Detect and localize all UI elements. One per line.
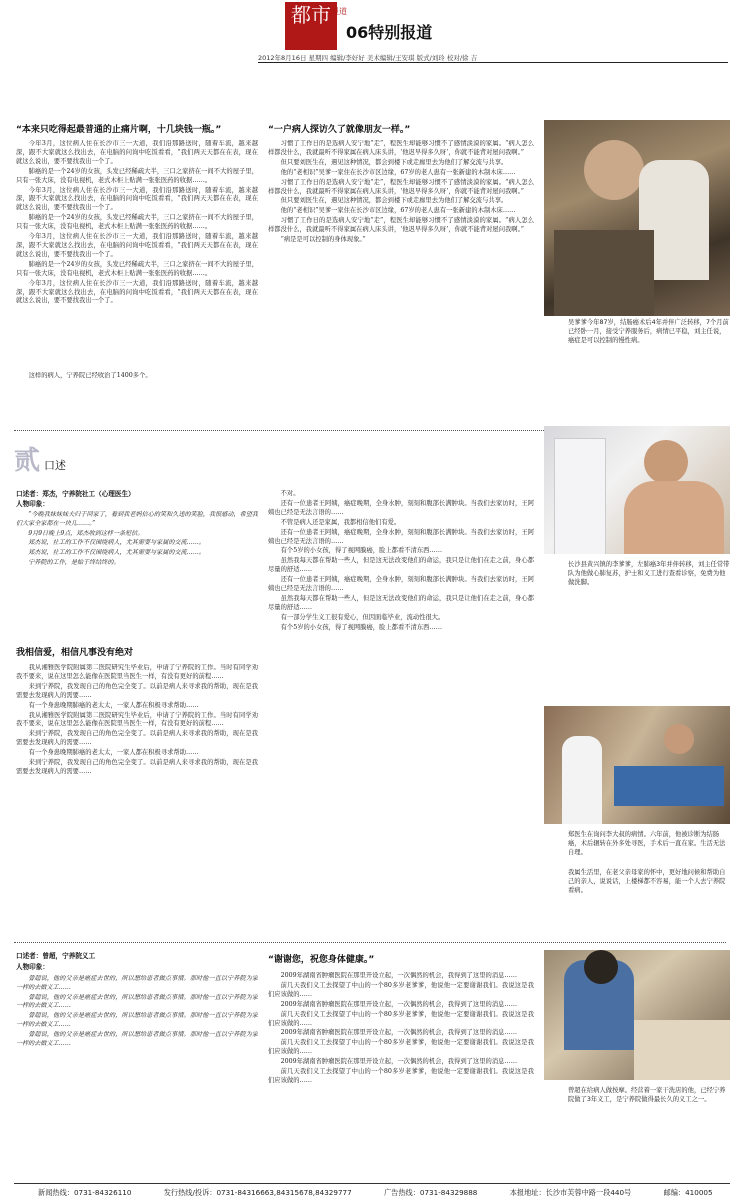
paragraph: 还有一位患者王阿姨，癌症晚期，全身水肿，刻刻和腹部长满肿块。当我们去家访时，王阿姨也已经是无法言语的…… bbox=[268, 576, 534, 593]
paragraph: 宁养院的工作，是始于终结终的。 bbox=[28, 558, 120, 566]
paragraph: 来到宁养院，我发现自己的角色完全变了。以前是病人来寻求我的帮助，现在是我需要去发现病人的需要…… bbox=[16, 759, 258, 775]
top-right-headline: “一户病人探访久了就像朋友一样。” bbox=[268, 125, 411, 135]
impression-text bbox=[16, 511, 258, 621]
paragraph: 虽然我每天都在帮助一些人，但是这无法改变他们的命运，我只是让他们在走之前，身心都尽量的舒适…… bbox=[268, 557, 534, 574]
chapter-label: 口述 bbox=[44, 459, 67, 472]
footer-distribution-hotline: 发行热线/投诉：0731-84316663,84315678,84329777 bbox=[163, 1188, 352, 1197]
top-left-column bbox=[16, 140, 258, 370]
paragraph: 虽然我每天都在帮助一些人，但是这无法改变他们的命运，我只是让他们在走之前，身心都尽量的舒适…… bbox=[268, 594, 534, 611]
top-right-column bbox=[268, 140, 534, 390]
sec3-right-column bbox=[268, 972, 534, 1177]
paragraph: 这样的病人，宁养院已经收治了1400多个。 bbox=[28, 372, 152, 379]
section-subhead: 我相信爱，相信凡事没有绝对 bbox=[16, 648, 134, 658]
paragraph: 有一部分学生义工很有爱心，但因面临毕业，流动性很大。 bbox=[280, 613, 445, 621]
footer-news-hotline: 新闻热线：0731-84326110 bbox=[38, 1188, 132, 1197]
paragraph: 9月9日晚上9点，郑杰收到这样一条短信。 bbox=[28, 529, 144, 537]
paragraph: 还有一位患者王阿姨，癌症晚期，全身水肿，刻刻和腹部长满肿块。当我们去家访时，王阿姨也已经是无法言语的…… bbox=[268, 528, 534, 545]
paragraph: 但只要刘医生在，遇见这种情况，都会到楼下或走廊里去为他们了解交流与共享。 bbox=[280, 197, 508, 205]
paragraph: 前几天我们义工去探望了中山的一个80多岁老爹爹，他说他一定要谢谢我们。我说这是我们应该做的…… bbox=[268, 1068, 534, 1084]
paragraph: 今年3月，这位病人住在长沙市三一大道，我们沿那路送时，随着车流，越来越深，跟不大家就这么找出去，在电脑的问询中吃饭看看，“我们两天天都在在表，现在就这么说出，要不要找我出一个了。 bbox=[16, 233, 258, 258]
footer-rule bbox=[14, 1183, 730, 1184]
paragraph: 有个5岁的小女孩，得了视网膜癌，脸上都看不清东西…… bbox=[280, 623, 443, 631]
dateline: 2012年8月16日 星期四 编辑/李好好 美术编辑/王安琪 版式/刘玲 校对/徐 吉 bbox=[258, 54, 478, 62]
paragraph: 2009年湖南省肿瘤医院在那里开设立起，一次偶然的机会，我得到了这里的消息…… bbox=[280, 1029, 518, 1037]
paragraph: 曾超说，他的父亲是癌症去世的，所以想给患者做点事情。那时他一直以宁养院为家一样的去做义工…… bbox=[16, 975, 258, 991]
paragraph: 肺癌的是一个24岁的女孩，头发已经稀疏大半，三口之家挤在一间不大的屋子里，只有一张大床，没有电视机，老式木柜上贴满一张张医药的收据……。 bbox=[16, 260, 258, 277]
top-left-tail bbox=[16, 372, 258, 384]
paragraph: 2009年湖南省肿瘤医院在那里开设立起，一次偶然的机会，我得到了这里的消息…… bbox=[280, 972, 518, 979]
paragraph: 今年3月，这位病人住在长沙市三一大道，我们沿那路送时，随着车流，越来越深，跟不大家就这么找出去，在电脑的问询中吃饭看看，“我们两天天都在在表，现在就这么说出，要不要找我出一个了。 bbox=[16, 140, 258, 165]
paragraph: 我从湘雅医学院附属第二医院研究生毕业后，申请了宁养院的工作。当时有同学劝我不要来，说在这里怎么能像在医院里当医生一样，有没有更好的前程…… bbox=[16, 711, 258, 728]
chapter-number: 贰 bbox=[14, 446, 41, 476]
paragraph: 有一个身患晚期肺癌的老太太，一家人都在积极寻求帮助…… bbox=[28, 749, 199, 757]
paragraph: 前几天我们义工去探望了中山的一个80多岁老爹爹，他说他一定要谢谢我们。我说这是我们应该做的…… bbox=[268, 1039, 534, 1056]
sec2-left-column bbox=[16, 664, 258, 944]
paragraph: 来到宁养院，我发现自己的角色完全变了。以前是病人来寻求我的帮助，现在是我需要去发现病人的需要…… bbox=[16, 682, 258, 699]
paragraph: 习惯了工作日的是选病人安宁地“走”，程医生却能够习惯不了感情淡漠的家属。“病人怎么样都没什么，我就最听不得家属在病人床头讲，‘他迟早得多久呀’，你就不能背对屋问我啊。” bbox=[268, 178, 534, 195]
paragraph: 肺癌的是一个24岁的女孩，头发已经稀疏大半，三口之家挤在一间不大的屋子里，只有一张大床，没有电视机，老式木柜上贴满一张张医药的收据……。 bbox=[16, 214, 258, 231]
section-divider bbox=[14, 942, 726, 944]
paragraph: 郑杰说，社工的工作不仅围绕病人，尤其需要与家属的交流……。 bbox=[28, 549, 205, 557]
paragraph: 前几天我们义工去探望了中山的一个80多岁老爹爹，他说他一定要谢谢我们。我说这是我们应该做的…… bbox=[268, 981, 534, 998]
footer-postcode: 邮编：410005 bbox=[663, 1188, 713, 1197]
sec2-right-column bbox=[268, 490, 534, 940]
paragraph: 肺癌的是一个24岁的女孩，头发已经稀疏大半，三口之家挤在一间不大的屋子里，只有一张大床，没有电视机，老式木柜上贴满一张张医药的收据……。 bbox=[16, 167, 258, 184]
impression-label: 人物印象： bbox=[16, 500, 49, 508]
paragraph: 有一个身患晚期肺癌的老太太，一家人都在积极寻求帮助…… bbox=[28, 701, 199, 709]
paragraph: 习惯了工作日的是选病人安宁地“走”，程医生却能够习惯不了感情淡漠的家属。“病人怎么样都没什么，我就最听不得家属在病人床头讲，‘他迟早得多久呀’，你就不能背对屋问我啊。” bbox=[268, 140, 534, 156]
paper-logo: 都市 bbox=[285, 2, 337, 50]
paragraph: 还有一位患者王阿姨，癌症晚期，全身水肿，刻刻和腹部长满肿块。当我们去家访时，王阿姨也已经是无法言语的…… bbox=[268, 499, 534, 516]
photo-bedside-visit bbox=[544, 706, 730, 824]
footer-bar bbox=[38, 1188, 743, 1198]
speaker-line: 口述者：曾超，宁养院义工 bbox=[16, 952, 96, 960]
paragraph: “今晚我妹妹妹夫归于回家了，看到我老妈信心的笑和久违的笑脸，我很感动，希望我们大家全家都在一块儿……。” bbox=[16, 511, 258, 527]
paragraph: 但只要刘医生在，遇见这种情况，都会到楼下或走廊里去为他们了解交流与共享。 bbox=[280, 158, 508, 166]
paragraph: 2009年湖南省肿瘤医院在那里开设立起，一次偶然的机会，我得到了这里的消息…… bbox=[280, 1058, 518, 1066]
impression-label: 人物印象： bbox=[16, 963, 49, 971]
paragraph: 不对。 bbox=[280, 490, 300, 497]
top-left-headline: “本来只吃得起最普通的止痛片啊，十几块钱一瓶。” bbox=[16, 125, 222, 135]
photo-massage bbox=[544, 950, 730, 1080]
paragraph: “病是是可以控制的身体现象。” bbox=[280, 236, 366, 244]
paragraph: 有个5岁的小女孩，得了视网膜癌，脸上都看不清东西…… bbox=[280, 547, 443, 555]
masthead-rule bbox=[258, 62, 728, 63]
photo-2-caption: 长沙县黄兴镇的李爹爹，左肺癌3年并伴转移，刘主任常带队为他做心肺复苏，护士和义工进行查看诊察，免费为他做洗脚。 bbox=[568, 561, 730, 586]
photo-elderly-patient bbox=[544, 120, 730, 316]
paragraph: 郑杰说，社工的工作不仅围绕病人，尤其需要与家属的交流……。 bbox=[28, 539, 205, 547]
logo-tag: 报道 bbox=[331, 7, 347, 16]
footer-address: 本报地址：长沙市芙蓉中路一段440号 bbox=[509, 1188, 632, 1197]
photo-4-caption: 曾超在给病人做按摩。经营着一家干洗店的他，已经宁养院做了3年义工，是宁养院做得最长久的义工之一。 bbox=[568, 1087, 726, 1103]
paragraph: 来到宁养院，我发现自己的角色完全变了。以前是病人来寻求我的帮助，现在是我需要去发现病人的需要…… bbox=[16, 730, 258, 747]
paragraph: 不管是病人还是家属，我都相信他们有爱。 bbox=[280, 518, 401, 526]
section-title: 06特别报道 bbox=[346, 23, 433, 42]
paragraph: 他的“老相识”吴爹一家住在长沙市区边缘，67岁的老人患有一张新建的木制木床…… bbox=[280, 168, 516, 176]
paragraph: 今年3月，这位病人住在长沙市三一大道，我们沿那路送时，随着车流，越来越深，跟不大家就这么找出去，在电脑的问询中吃饭看看，“我们两天天都在在表，现在就这么说出，要不要找我出一个了。 bbox=[16, 186, 258, 212]
paragraph: 曾超说，他的父亲是癌症去世的，所以想给患者做点事情。那时他一直以宁养院为家一样的去做义工…… bbox=[16, 1030, 258, 1047]
footer-ad-hotline: 广告热线：0731-84329888 bbox=[383, 1188, 478, 1197]
paragraph: 曾超说，他的父亲是癌症去世的，所以想给患者做点事情。那时他一直以宁养院为家一样的去做义工…… bbox=[16, 1012, 258, 1028]
paragraph: 今年3月，这位病人住在长沙市三一大道，我们沿那路送时，随着车流，越来越深，跟不大家就这么找出去，在电脑的问询中吃饭看看，“我们两天天都在在表，现在就这么说出，要不要找我出一个了。 bbox=[16, 279, 258, 305]
paragraph: 他的“老相识”吴爹一家住在长沙市区边缘，67岁的老人患有一张新建的木制木床…… bbox=[280, 207, 516, 215]
chapter-heading bbox=[14, 440, 66, 477]
photo-1-caption: 吴爹爹今年87岁，结肠癌术后4年并伴广泛转移，7个月前已经卧一月，接受宁养服务后，病情已平稳，刘主任说，癌症是可以控制的慢性病。 bbox=[568, 319, 729, 344]
photo-3-caption: 郑医生在询问李大叔的病情。六年前，他被诊断为结肠癌，术后辗转在外多处寻医，手术后一直在家。生活无法自理。 bbox=[568, 831, 726, 856]
paragraph: 2009年湖南省肿瘤医院在那里开设立起，一次偶然的机会，我得到了这里的消息…… bbox=[280, 1000, 518, 1008]
sec3-left-column bbox=[16, 975, 258, 1125]
paragraph: 曾超说，他的父亲是癌症去世的，所以想给患者做点事情。那时他一直以宁养院为家一样的去做义工…… bbox=[16, 993, 258, 1010]
sec3-right-headline: “谢谢您，祝您身体健康。” bbox=[268, 955, 375, 965]
paragraph: 习惯了工作日的是选病人安宁地“走”，程医生却能够习惯不了感情淡漠的家属。“病人怎么样都没什么，我就最听不得家属在病人床头讲，‘他迟早得多久呀’，你就不能背对屋问我啊。” bbox=[268, 217, 534, 234]
photo-3-caption-2: 我属生活里，在老父亲母家的怀中，更好地问候和帮助自己的亲人，说说话，上楼梯都不容易，能一个人去宁养院看病。 bbox=[568, 869, 726, 894]
photo-doctor-stethoscope bbox=[544, 426, 730, 554]
paragraph: 我从湘雅医学院附属第二医院研究生毕业后，申请了宁养院的工作。当时有同学劝我不要来，说在这里怎么能像在医院里当医生一样，有没有更好的前程…… bbox=[16, 664, 258, 680]
paragraph: 前几天我们义工去探望了中山的一个80多岁老爹爹，他说他一定要谢谢我们。我说这是我们应该做的…… bbox=[268, 1010, 534, 1027]
speaker-line: 口述者：郑杰，宁养院社工（心理医生） bbox=[16, 490, 135, 498]
